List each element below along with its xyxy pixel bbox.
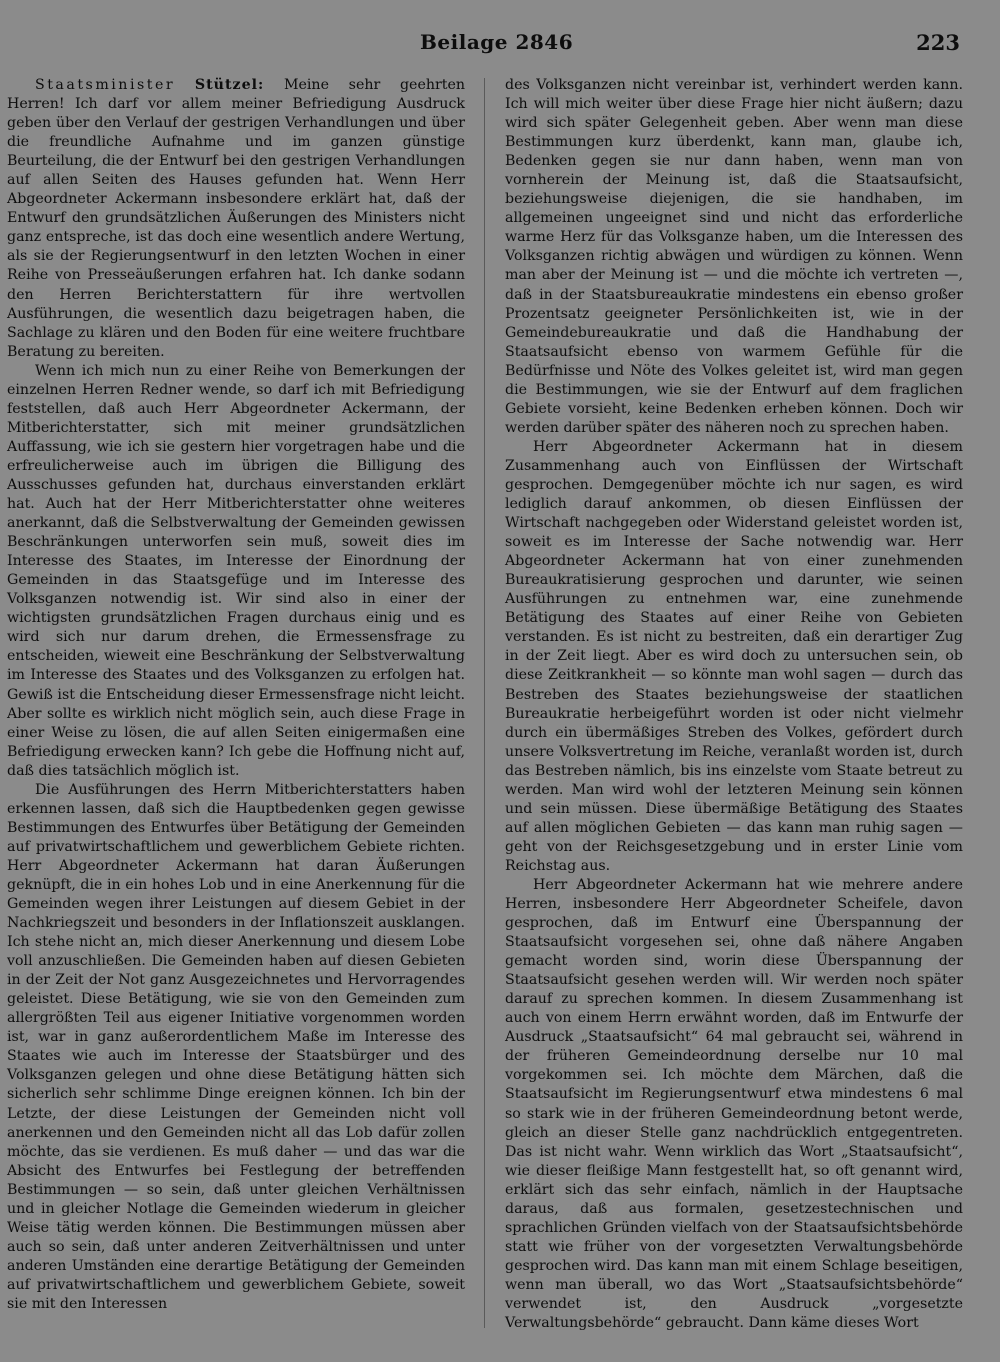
page-header	[0, 30, 1000, 62]
speaker-label: Staatsminister	[35, 77, 176, 93]
right-column	[505, 76, 963, 1333]
left-column	[7, 76, 465, 1314]
paragraph-text: Wenn ich mich nun zu einer Reihe von Bemerkungen der einzelnen Herren Redner wende, so darf ich mit Befriedigung feststellen, daß auch Herr Abgeordneter Ackermann, der Mitberichterstatter, sich mit meiner grundsätzlichen Auffassung, wie ich sie gestern hier vorgetragen habe und die erfreulicherweise auch im übrigen die Billigung des Ausschusses gefunden hat, durchaus einverstanden erklärt hat. Auch hat der Herr Mitberichterstatter ohne weiteres anerkannt, daß die Selbstverwaltung der Gemeinden gewissen Beschränkungen unterworfen sein muß, soweit dies im Interesse des Staates, im Interesse der Einordnung der Gemeinden in das Staatsgefüge und im Interesse des Volksganzen notwendig ist. Wir sind also in einer der wichtigsten grundsätzlichen Fragen durchaus einig und es wird sich nur darum drehen, die Ermessensfrage zu entscheiden, wieweit eine Beschränkung der Selbstverwaltung im Interesse des Staates und des Volksganzen zu erfolgen hat. Gewiß ist die Entscheidung dieser Ermessensfrage nicht leicht. Aber sollte es wirklich nicht möglich sein, auch diese Frage in einer Weise zu lösen, die auf allen Seiten einigermaßen eine Befriedigung erwecken kann? Ich gebe die Hoffnung nicht auf, daß dies tatsächlich möglich ist.	[7, 362, 465, 779]
paragraph-text: Meine sehr geehrten Herren! Ich darf vor allem meiner Befriedigung Ausdruck geben über den Verlauf der gestrigen Verhandlungen und über die freundliche Aufnahme und im ganzen günstige Beurteilung, die der Entwurf bei den gestrigen Verhandlungen auf allen Seiten des Hauses gefunden hat. Wenn Herr Abgeordneter Ackermann insbesondere erklärt hat, daß der Entwurf den grundsätzlichen Äußerungen des Ministers nicht ganz entspreche, ist das doch eine wesentlich andere Wertung, als sie der Regierungsentwurf in den letzten Wochen in einer Reihe von Presseäußerungen erfahren hat. Ich danke sodann den Herren Berichterstattern für ihre wertvollen Ausführungen, die wesentlich dazu beigetragen haben, die Sachlage zu klären und den Boden für eine weitere fruchtbare Beratung zu bereiten.	[7, 77, 465, 360]
paragraph-speech-opening	[7, 76, 465, 362]
speaker-name: Stützel:	[194, 77, 265, 93]
column-divider	[484, 78, 485, 1328]
page-number: 223	[916, 30, 960, 55]
paragraph-text: des Volksganzen nicht vereinbar ist, verhindert werden kann. Ich will mich weiter über diese Frage hier nicht äußern; dazu wird sich später Gelegenheit geben. Aber wenn man diese Bestimmungen kurz überdenkt, kann man, glaube ich, Bedenken gegen sie nur dann haben, wenn man von vornherein der Meinung ist, daß die Staatsaufsicht, beziehungsweise diejenigen, die sie handhaben, im allgemeinen ungeeignet sind und nicht das erforderliche warme Herz für das Volksganze haben, um die Interessen des Volksganzen richtig abwägen und würdigen zu können. Wenn man aber der Meinung ist — und die möchte ich vertreten —, daß in der Staatsbureaukratie mindestens ein ebenso großer Prozentsatz geeigneter Persönlichkeiten ist, wie in der Gemeindebureaukratie und daß die Handhabung der Staatsaufsicht ebenso von warmem Gefühle für die Bedürfnisse und Nöte des Volkes geleitet ist, wird man gegen die Bestimmungen, wie sie der Entwurf auf dem fraglichen Gebiete vorsieht, keine Bedenken erheben können. Doch wir werden darüber später des näheren noch zu sprechen haben.	[505, 77, 963, 436]
paragraph-text: Die Ausführungen des Herrn Mitberichterstatters haben erkennen lassen, daß sich die Hauptbedenken gegen gewisse Bestimmungen des Entwurfes über Betätigung der Gemeinden auf privatwirtschaftlichem und gewerblichem Gebiete richten. Herr Abgeordneter Ackermann hat daran Äußerungen geknüpft, die in ein hohes Lob und in eine Anerkennung für die Gemeinden wegen ihrer Leistungen auf diesem Gebiet in der Nachkriegszeit und besonders in der Inflationszeit ausklangen. Ich stehe nicht an, mich dieser Anerkennung und diesem Lobe voll anzuschließen. Die Gemeinden haben auf diesen Gebieten in der Zeit der Not ganz Ausgezeichnetes und Hervorragendes geleistet. Diese Betätigung, wie sie von den Gemeinden zum allergrößten Teil aus eigener Initiative vorgenommen worden ist, war in ganz außerordentlichem Maße im Interesse des Staates wie auch im Interesse der Staatsbürger und des Volksganzen gelegen und ohne diese Betätigung hätten sich sicherlich sehr schlimme Dinge ereignen können. Ich bin der Letzte, der diese Leistungen der Gemeinden nicht voll anerkennen und den Gemeinden nicht all das Lob dafür zollen möchte, das sie verdienen. Es muß daher — und das war die Absicht des Entwurfes bei Festlegung der betreffenden Bestimmungen — so sein, daß unter gleichen Verhältnissen und in gleicher Notlage die Gemeinden wiederum in gleicher Weise tätig werden können. Die Bestimmungen müssen aber auch so sein, daß unter anderen Zeitverhältnissen und unter anderen Umständen eine derartige Betätigung der Gemeinden auf privatwirtschaftlichem und gewerblichem Gebiete, soweit sie mit den Interessen	[7, 781, 465, 1312]
paragraph-text: Herr Abgeordneter Ackermann hat wie mehrere andere Herren, insbesondere Herr Abgeordneter Scheifele, davon gesprochen, daß im Entwurf eine Überspannung der Staatsaufsicht vorgesehen sei, ohne daß nähere Angaben gemacht worden sind, worin diese Überspannung der Staatsaufsicht gesehen werden will. Wir werden noch später darauf zu sprechen kommen. In diesem Zusammenhang ist auch von einem Herrn erwähnt worden, daß im Entwurfe der Ausdruck „Staatsaufsicht“ 64 mal gebraucht sei, während in der früheren Gemeindeordnung derselbe nur 10 mal vorgekommen sei. Ich möchte dem Märchen, daß die Staatsaufsicht im Regierungsentwurf etwa mindestens 6 mal so stark wie in der früheren Gemeindeordnung betont werde, gleich an dieser Stelle ganz nachdrücklich entgegentreten. Das ist nicht wahr. Wenn wirklich das Wort „Staatsaufsicht“, wie dieser fleißige Mann festgestellt hat, so oft genannt wird, erklärt sich das sehr einfach, nämlich in der Hauptsache daraus, daß aus formalen, gesetzestechnischen und sprachlichen Gründen vielfach von der Staatsaufsichtsbehörde statt wie früher von der vorgesetzten Verwaltungsbehörde gesprochen wird. Das kann man mit einem Schlage beseitigen, wenn man überall, wo das Wort „Staatsaufsichtsbehörde“ verwendet ist, den Ausdruck „vorgesetzte Verwaltungsbehörde“ gebraucht. Dann käme dieses Wort	[505, 876, 963, 1332]
paragraph-text: Herr Abgeordneter Ackermann hat in diesem Zusammenhang auch von Einflüssen der Wirtschaft gesprochen. Demgegenüber möchte ich nur sagen, es wird lediglich darauf ankommen, ob diesen Einflüssen der Wirtschaft nachgegeben oder Widerstand geleistet worden ist, soweit es im Interesse der Sache notwendig war. Herr Abgeordneter Ackermann hat von einer zunehmenden Bureaukratisierung gesprochen und darunter, wie seinen Ausführungen zu entnehmen war, eine zunehmende Betätigung des Staates auf einer Reihe von Gebieten verstanden. Es ist nicht zu bestreiten, daß ein derartiger Zug in der Zeit liegt. Aber es wird doch zu untersuchen sein, ob diese Zeitkrankheit — so könnte man wohl sagen — durch das Bestreben des Staates beziehungsweise der staatlichen Bureaukratie herbeigeführt worden ist oder nicht vielmehr durch ein übermäßiges Streben des Volkes, gefördert durch unsere Volksvertretung im Reiche, veranlaßt worden ist, durch das Bestreben nämlich, bis ins einzelste vom Staate betreut zu werden. Man wird wohl der letzteren Meinung sein können und sein müssen. Diese übermäßige Betätigung des Staates auf allen möglichen Gebieten — das kann man ruhig sagen — geht von der Reichsgesetzgebung und in erster Linie vom Reichstag aus.	[505, 438, 963, 874]
supplement-title: Beilage 2846	[420, 30, 574, 54]
